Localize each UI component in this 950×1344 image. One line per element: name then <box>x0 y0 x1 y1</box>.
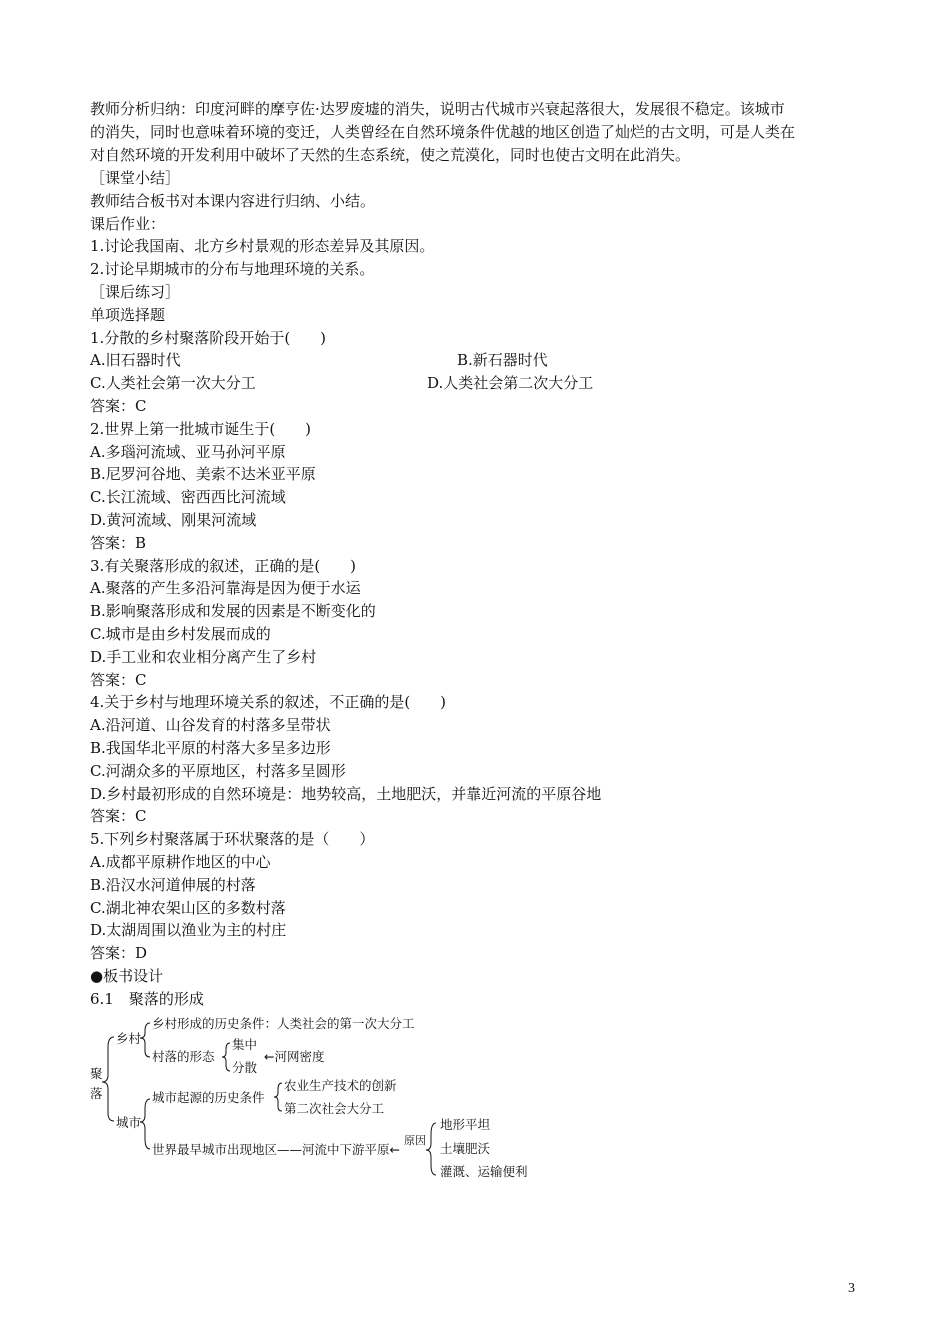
option-a: A.聚落的产生多沿河靠海是因为便于水运 <box>90 579 361 598</box>
question-stem: 4.关于乡村与地理环境关系的叙述，不正确的是( ) <box>90 693 447 712</box>
question-stem: 3.有关聚落形成的叙述，正确的是( ) <box>90 556 357 575</box>
question-stem: 5.下列乡村聚落属于环状聚落的是（ ） <box>90 830 375 849</box>
board-title: 6.1 聚落的形成 <box>90 989 204 1008</box>
intro-line: 的消失，同时也意味着环境的变迁，人类曾经在自然环境条件优越的地区创造了灿烂的古文明，可是人类在 <box>90 123 796 141</box>
terrain-label: 地形平坦 <box>440 1117 491 1132</box>
option-c: C.人类社会第一次大分工 <box>90 374 256 393</box>
concentrated-label: 集中 <box>232 1037 258 1052</box>
agri-tech-label: 农业生产技术的创新 <box>284 1078 397 1093</box>
summary-text: 教师结合板书对本课内容进行归纳、小结。 <box>90 191 376 210</box>
question-3 <box>90 555 870 692</box>
village-history: 乡村形成的历史条件：人类社会的第一次大分工 <box>152 1016 415 1031</box>
option-a: A.成都平原耕作地区的中心 <box>90 852 271 871</box>
city-history: 城市起源的历史条件 <box>152 1090 265 1105</box>
root-char-2: 落 <box>90 1086 103 1101</box>
option-b: B.我国华北平原的村落大多呈多边形 <box>90 738 331 757</box>
answer: 答案：C <box>90 396 147 415</box>
question-stem: 2.世界上第一批城市诞生于( ) <box>90 419 312 438</box>
homework-heading: 课后作业： <box>90 214 166 233</box>
page-number: 3 <box>848 1281 855 1296</box>
village-label: 乡村 <box>116 1031 142 1046</box>
question-4 <box>90 691 870 828</box>
option-a: A.旧石器时代 <box>90 351 181 370</box>
homework-item: 2.讨论早期城市的分布与地理环境的关系。 <box>90 260 375 279</box>
intro-paragraph <box>90 98 870 167</box>
option-row <box>90 349 870 372</box>
option-d: D.乡村最初形成的自然环境是：地势较高，土地肥沃，并靠近河流的平原谷地 <box>90 784 602 803</box>
intro-line: 对自然环境的开发利用中破坏了天然的生态系统，使之荒漠化，同时也使古文明在此消失。 <box>90 146 691 164</box>
second-division-label: 第二次社会大分工 <box>284 1101 385 1116</box>
city-label: 城市 <box>116 1115 142 1130</box>
homework-item: 1.讨论我国南、北方乡村景观的形态差异及其原因。 <box>90 237 435 256</box>
document-body <box>90 98 870 1010</box>
question-stem: 1.分散的乡村聚落阶段开始于( ) <box>90 328 327 347</box>
question-type-label: 单项选择题 <box>90 305 166 324</box>
root-char-1: 聚 <box>90 1066 103 1081</box>
option-d: D.太湖周围以渔业为主的村庄 <box>90 921 287 940</box>
earliest-city-label: 世界最早城市出现地区——河流中下游平原← <box>152 1142 400 1157</box>
option-c: C.湖北神农架山区的多数村落 <box>90 898 286 917</box>
question-5 <box>90 828 870 965</box>
answer: 答案：C <box>90 807 147 826</box>
answer: 答案：C <box>90 670 147 689</box>
option-d: D.人类社会第二次大分工 <box>427 374 594 393</box>
question-1 <box>90 327 870 418</box>
option-d: D.手工业和农业相分离产生了乡村 <box>90 647 317 666</box>
irrigation-label: 灌溉、运输便利 <box>440 1164 528 1179</box>
option-c: C.城市是由乡村发展而成的 <box>90 624 271 643</box>
board-diagram <box>90 1015 550 1185</box>
board-heading: ●板书设计 <box>90 966 164 985</box>
answer: 答案：B <box>90 533 147 552</box>
option-c: C.长江流域、密西西比河流域 <box>90 488 286 507</box>
answer: 答案：D <box>90 944 148 963</box>
option-a: A.沿河道、山谷发育的村落多呈带状 <box>90 716 331 735</box>
soil-label: 土壤肥沃 <box>440 1141 491 1156</box>
scattered-label: 分散 <box>232 1060 258 1075</box>
option-a: A.多瑙河流域、亚马孙河平原 <box>90 442 286 461</box>
option-b: B.沿汉水河道伸展的村落 <box>90 875 256 894</box>
option-b: B.尼罗河谷地、美索不达米亚平原 <box>90 465 316 484</box>
river-density-label: ←河网密度 <box>264 1049 325 1064</box>
option-c: C.河湖众多的平原地区，村落多呈圆形 <box>90 761 346 780</box>
option-row <box>90 372 870 395</box>
option-b: B.影响聚落形成和发展的因素是不断变化的 <box>90 602 376 621</box>
summary-heading: ［课堂小结］ <box>90 169 181 187</box>
exercise-heading: ［课后练习］ <box>90 282 181 301</box>
question-2 <box>90 418 870 555</box>
reason-label: 原因 <box>404 1134 426 1147</box>
option-d: D.黄河流域、刚果河流域 <box>90 510 257 529</box>
village-form: 村落的形态 <box>152 1049 215 1064</box>
option-b: B.新石器时代 <box>457 351 548 370</box>
intro-line: 教师分析归纳：印度河畔的摩亨佐·达罗废墟的消失，说明古代城市兴衰起落很大，发展很不稳定。该城市 <box>90 100 785 118</box>
